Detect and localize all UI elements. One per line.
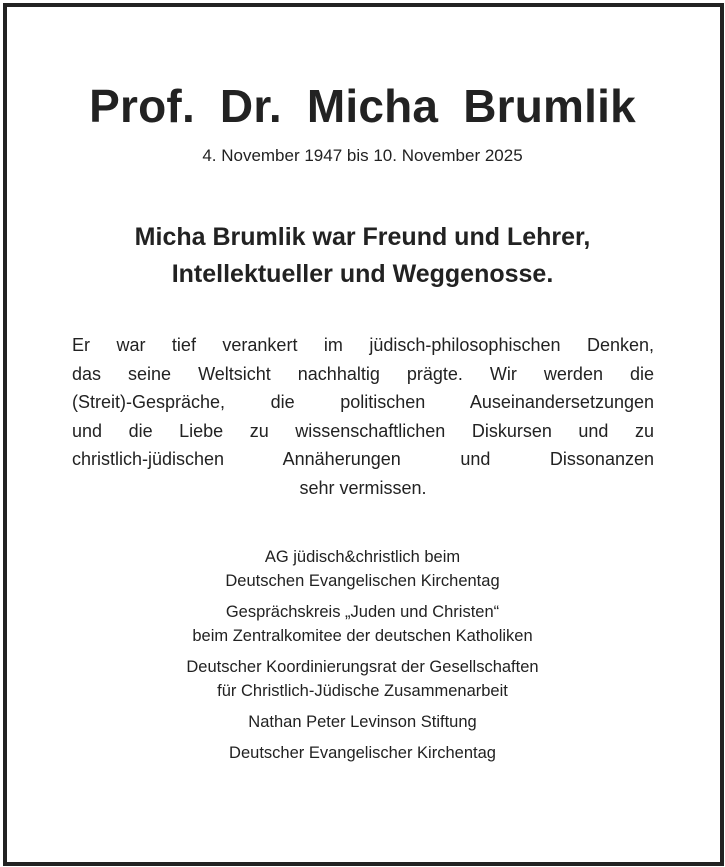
deceased-name: Prof. Dr. Micha Brumlik [89, 80, 636, 132]
signatory-organization [0, 741, 725, 765]
signatory-line: Gesprächskreis „Juden und Christen“ [225, 603, 500, 621]
signatory-line: Deutscher Evangelischer Kirchentag [229, 744, 496, 762]
signatory-organization [0, 600, 725, 648]
life-dates: 4. November 1947 bis 10. November 2025 [202, 146, 523, 165]
signatory-organization [0, 710, 725, 734]
signatory-organization [0, 655, 725, 703]
signatory-organization [0, 545, 725, 593]
tribute-line: das seine Weltsicht nachhaltig prägte. Wir werden die [72, 363, 654, 384]
headline-line: Intellektueller und Weggenosse. [171, 260, 554, 288]
tribute-line: Er war tief verankert im jüdisch-philosophischen Denken, [72, 335, 654, 355]
signatory-line: Deutscher Koordinierungsrat der Gesellschaften [186, 658, 539, 676]
tribute-line: (Streit)-Gespräche, die politischen Auseinandersetzungen [72, 392, 654, 412]
headline-line: Micha Brumlik war Freund und Lehrer, [134, 223, 591, 251]
signatory-line: Deutschen Evangelischen Kirchentag [225, 572, 500, 590]
signatory-line: für Christlich-Jüdische Zusammenarbeit [217, 682, 508, 700]
headline [40, 219, 685, 293]
tribute-line: und die Liebe zu wissenschaftlichen Diskursen und zu [72, 420, 654, 441]
tribute-text [72, 331, 654, 502]
tribute-line: sehr vermissen. [299, 477, 427, 498]
signatory-line: beim Zentralkomitee der deutschen Katholiken [192, 627, 533, 645]
signatory-line: Nathan Peter Levinson Stiftung [248, 713, 477, 731]
tribute-line: christlich-jüdischen Annäherungen und Dissonanzen [72, 449, 654, 469]
signatory-line: AG jüdisch&christlich beim [264, 548, 461, 566]
signatory-list [0, 545, 725, 765]
